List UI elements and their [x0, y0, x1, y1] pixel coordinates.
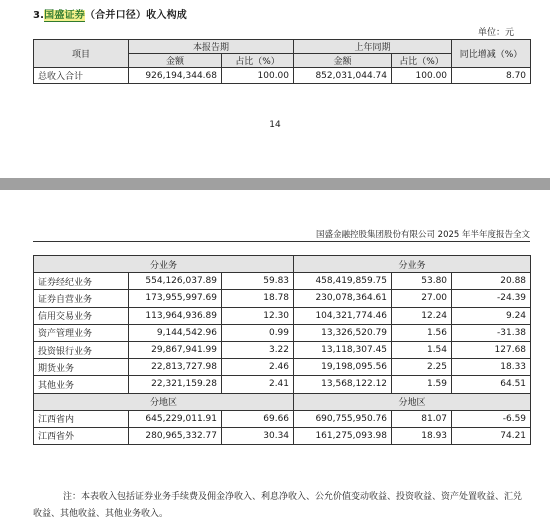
current-ratio: 18.78	[222, 290, 294, 307]
document-running-header: 国盛金融控股集团股份有限公司 2025 年半年度报告全文	[315, 230, 530, 240]
row-label: 投资银行业务	[34, 341, 129, 358]
row-label: 资产管理业务	[34, 324, 129, 341]
total-prior-amount: 852,031,044.74	[294, 68, 392, 84]
current-ratio: 3.22	[222, 341, 294, 358]
header-current-period: 本报告期	[129, 40, 294, 54]
prior-amount: 104,321,774.46	[294, 307, 392, 324]
table-row	[34, 307, 531, 324]
group-label-region-current: 分地区	[34, 393, 294, 410]
page-number: 14	[269, 120, 281, 130]
table-row	[34, 290, 531, 307]
yoy-change: 74.21	[452, 427, 531, 444]
current-amount: 22,321,159.28	[129, 376, 222, 393]
section-title-suffix: （合并口径）收入构成	[84, 10, 187, 21]
group-label-region-prior: 分地区	[294, 393, 531, 410]
yoy-change: -6.59	[452, 410, 531, 427]
prior-ratio: 1.59	[392, 376, 452, 393]
row-label: 江西省外	[34, 427, 129, 444]
current-amount: 173,955,997.69	[129, 290, 222, 307]
yoy-change: -31.38	[452, 324, 531, 341]
prior-ratio: 53.80	[392, 273, 452, 290]
prior-ratio: 1.54	[392, 341, 452, 358]
total-prior-ratio: 100.00	[392, 68, 452, 84]
header-prior-period: 上年同期	[294, 40, 452, 54]
header-amount-prior: 金额	[294, 54, 392, 68]
yoy-change: 64.51	[452, 376, 531, 393]
row-label: 其他业务	[34, 376, 129, 393]
prior-ratio: 2.25	[392, 359, 452, 376]
header-amount: 金额	[129, 54, 222, 68]
current-ratio: 69.66	[222, 410, 294, 427]
table-row	[34, 341, 531, 358]
group-header-region	[34, 393, 531, 410]
current-amount: 113,964,936.89	[129, 307, 222, 324]
section-title	[33, 6, 187, 21]
yoy-change: 20.88	[452, 273, 531, 290]
current-ratio: 30.34	[222, 427, 294, 444]
prior-amount: 458,419,859.75	[294, 273, 392, 290]
current-amount: 22,813,727.98	[129, 359, 222, 376]
header-yoy-change: 同比增减（%）	[452, 40, 531, 68]
prior-amount: 19,198,095.56	[294, 359, 392, 376]
prior-amount: 161,275,093.98	[294, 427, 392, 444]
table-footnote: 注：本表收入包括证券业务手续费及佣金净收入、利息净收入、公允价值变动收益、投资收益、资产处置收益、汇兑收益、其他收益、其他业务收入。	[33, 492, 523, 519]
report-page-upper	[0, 0, 550, 178]
row-label: 证券经纪业务	[34, 273, 129, 290]
page-separator	[0, 178, 550, 190]
row-label: 江西省内	[34, 410, 129, 427]
total-current-ratio: 100.00	[222, 68, 294, 84]
row-label: 信用交易业务	[34, 307, 129, 324]
prior-ratio: 12.24	[392, 307, 452, 324]
table-row	[34, 359, 531, 376]
row-label: 证券自营业务	[34, 290, 129, 307]
table-row	[34, 324, 531, 341]
header-ratio: 占比（%）	[222, 54, 294, 68]
table-row	[34, 376, 531, 393]
prior-ratio: 81.07	[392, 410, 452, 427]
prior-amount: 230,078,364.61	[294, 290, 392, 307]
group-label-business-prior: 分业务	[294, 256, 531, 273]
yoy-change: -24.39	[452, 290, 531, 307]
table-row-total	[34, 68, 531, 84]
prior-amount: 13,118,307.45	[294, 341, 392, 358]
yoy-change: 127.68	[452, 341, 531, 358]
prior-amount: 13,568,122.12	[294, 376, 392, 393]
current-amount: 9,144,542.96	[129, 324, 222, 341]
group-header-business	[34, 256, 531, 273]
yoy-change: 9.24	[452, 307, 531, 324]
table-row	[34, 410, 531, 427]
prior-ratio: 1.56	[392, 324, 452, 341]
total-yoy-change: 8.70	[452, 68, 531, 84]
current-ratio: 0.99	[222, 324, 294, 341]
current-amount: 280,965,332.77	[129, 427, 222, 444]
header-divider	[33, 241, 530, 242]
report-page-lower	[0, 190, 550, 527]
current-ratio: 2.46	[222, 359, 294, 376]
total-label: 总收入合计	[34, 68, 129, 84]
prior-ratio: 18.93	[392, 427, 452, 444]
group-label-business-current: 分业务	[34, 256, 294, 273]
table-row	[34, 427, 531, 444]
current-ratio: 12.30	[222, 307, 294, 324]
yoy-change: 18.33	[452, 359, 531, 376]
header-ratio-prior: 占比（%）	[392, 54, 452, 68]
row-label: 期货业务	[34, 359, 129, 376]
header-item: 项目	[34, 40, 129, 68]
prior-amount: 690,755,950.76	[294, 410, 392, 427]
section-number: 3.	[33, 10, 45, 21]
current-ratio: 2.41	[222, 376, 294, 393]
current-ratio: 59.83	[222, 273, 294, 290]
company-link-highlight[interactable]: 国盛证券	[44, 10, 85, 21]
prior-ratio: 27.00	[392, 290, 452, 307]
table-row	[34, 273, 531, 290]
current-amount: 554,126,037.89	[129, 273, 222, 290]
current-amount: 29,867,941.99	[129, 341, 222, 358]
revenue-breakdown-table	[33, 255, 531, 445]
current-amount: 645,229,011.91	[129, 410, 222, 427]
total-current-amount: 926,194,344.68	[129, 68, 222, 84]
revenue-summary-table	[33, 39, 531, 84]
unit-label: 单位：元	[477, 28, 514, 38]
prior-amount: 13,326,520.79	[294, 324, 392, 341]
